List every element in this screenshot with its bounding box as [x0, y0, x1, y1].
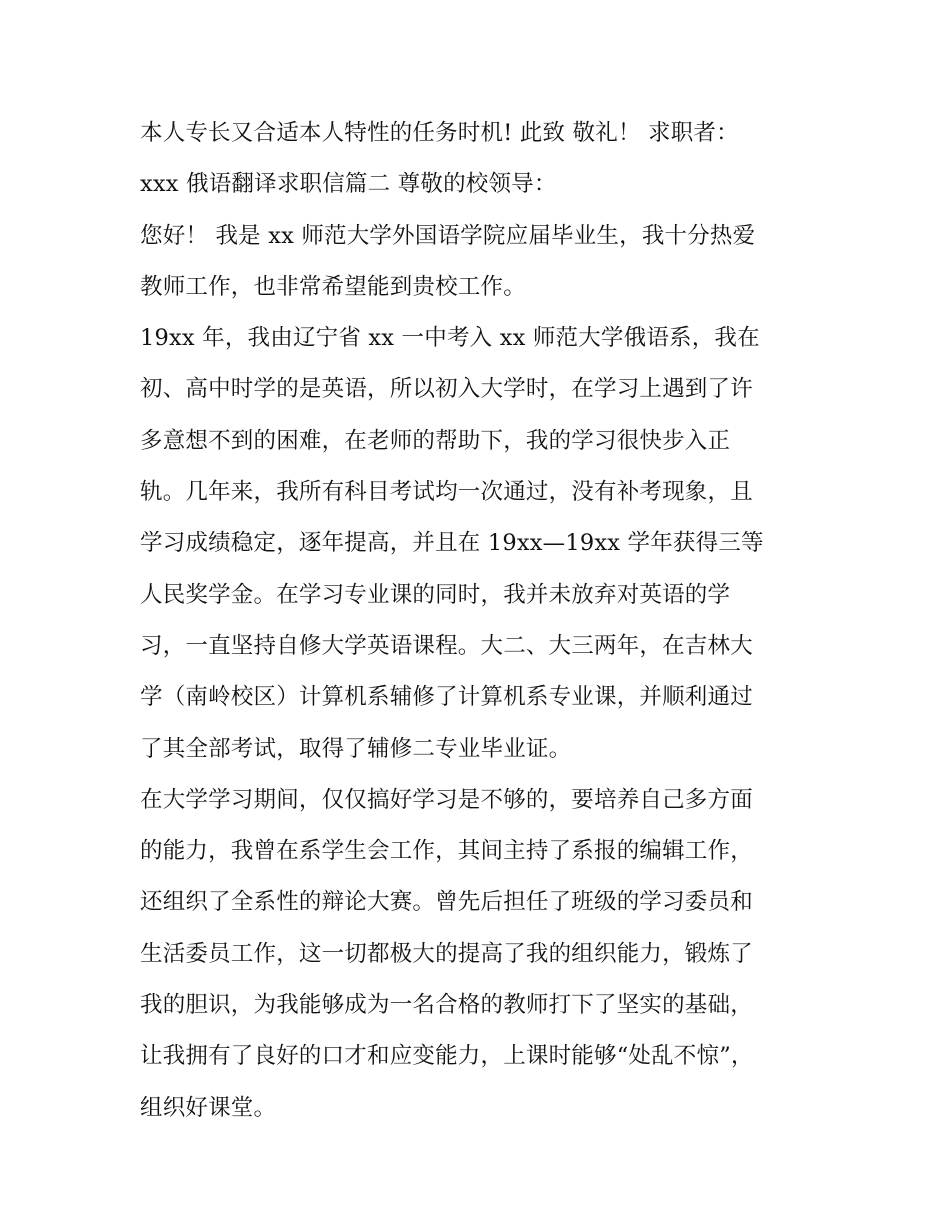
- text-line: 您好！ 我是 xx 师范大学外国语学院应届毕业生，我十分热爱: [140, 222, 756, 249]
- text-line: 还组织了全系性的辩论大赛。曾先后担任了班级的学习委员和: [140, 889, 753, 916]
- text-line: 初、高中时学的是英语，所以初入大学时，在学习上遇到了许: [140, 376, 753, 403]
- text-line: 习，一直坚持自修大学英语课程。大二、大三两年，在吉林大: [140, 632, 753, 659]
- document-body: [140, 108, 820, 1134]
- text-line: xxx 俄语翻译求职信篇二 尊敬的校领导：: [140, 171, 557, 198]
- text-line: 了其全部考试，取得了辅修二专业毕业证。: [140, 735, 572, 762]
- text-line: 我的胆识，为我能够成为一名合格的教师打下了坚实的基础，: [140, 992, 753, 1019]
- text-line: 生活委员工作，这一切都极大的提高了我的组织能力，锻炼了: [140, 940, 753, 967]
- text-line: 学（南岭校区）计算机系辅修了计算机系专业课，并顺利通过: [140, 684, 753, 711]
- text-line: 在大学学习期间，仅仅搞好学习是不够的，要培养自己多方面: [140, 786, 753, 813]
- text-line: 的能力，我曾在系学生会工作，其间主持了系报的编辑工作，: [140, 838, 753, 865]
- text-line: 轨。几年来，我所有科目考试均一次通过，没有补考现象，且: [140, 479, 753, 506]
- text-line: 人民奖学金。在学习专业课的同时，我并未放弃对英语的学: [140, 581, 731, 608]
- text-line: 教师工作，也非常希望能到贵校工作。: [140, 273, 526, 300]
- text-line: 19xx 年，我由辽宁省 xx 一中考入 xx 师范大学俄语系，我在: [140, 325, 760, 352]
- text-line: 组织好课堂。: [140, 1094, 277, 1121]
- text-line: 多意想不到的困难，在老师的帮助下，我的学习很快步入正: [140, 427, 731, 454]
- text-line: 学习成绩稳定，逐年提高，并且在 19xx—19xx 学年获得三等: [140, 530, 764, 557]
- text-line: 让我拥有了良好的口才和应变能力，上课时能够“处乱不惊”，: [140, 1043, 754, 1070]
- text-line: 本人专长又合适本人特性的任务时机! 此致 敬礼！ 求职者：: [140, 120, 739, 146]
